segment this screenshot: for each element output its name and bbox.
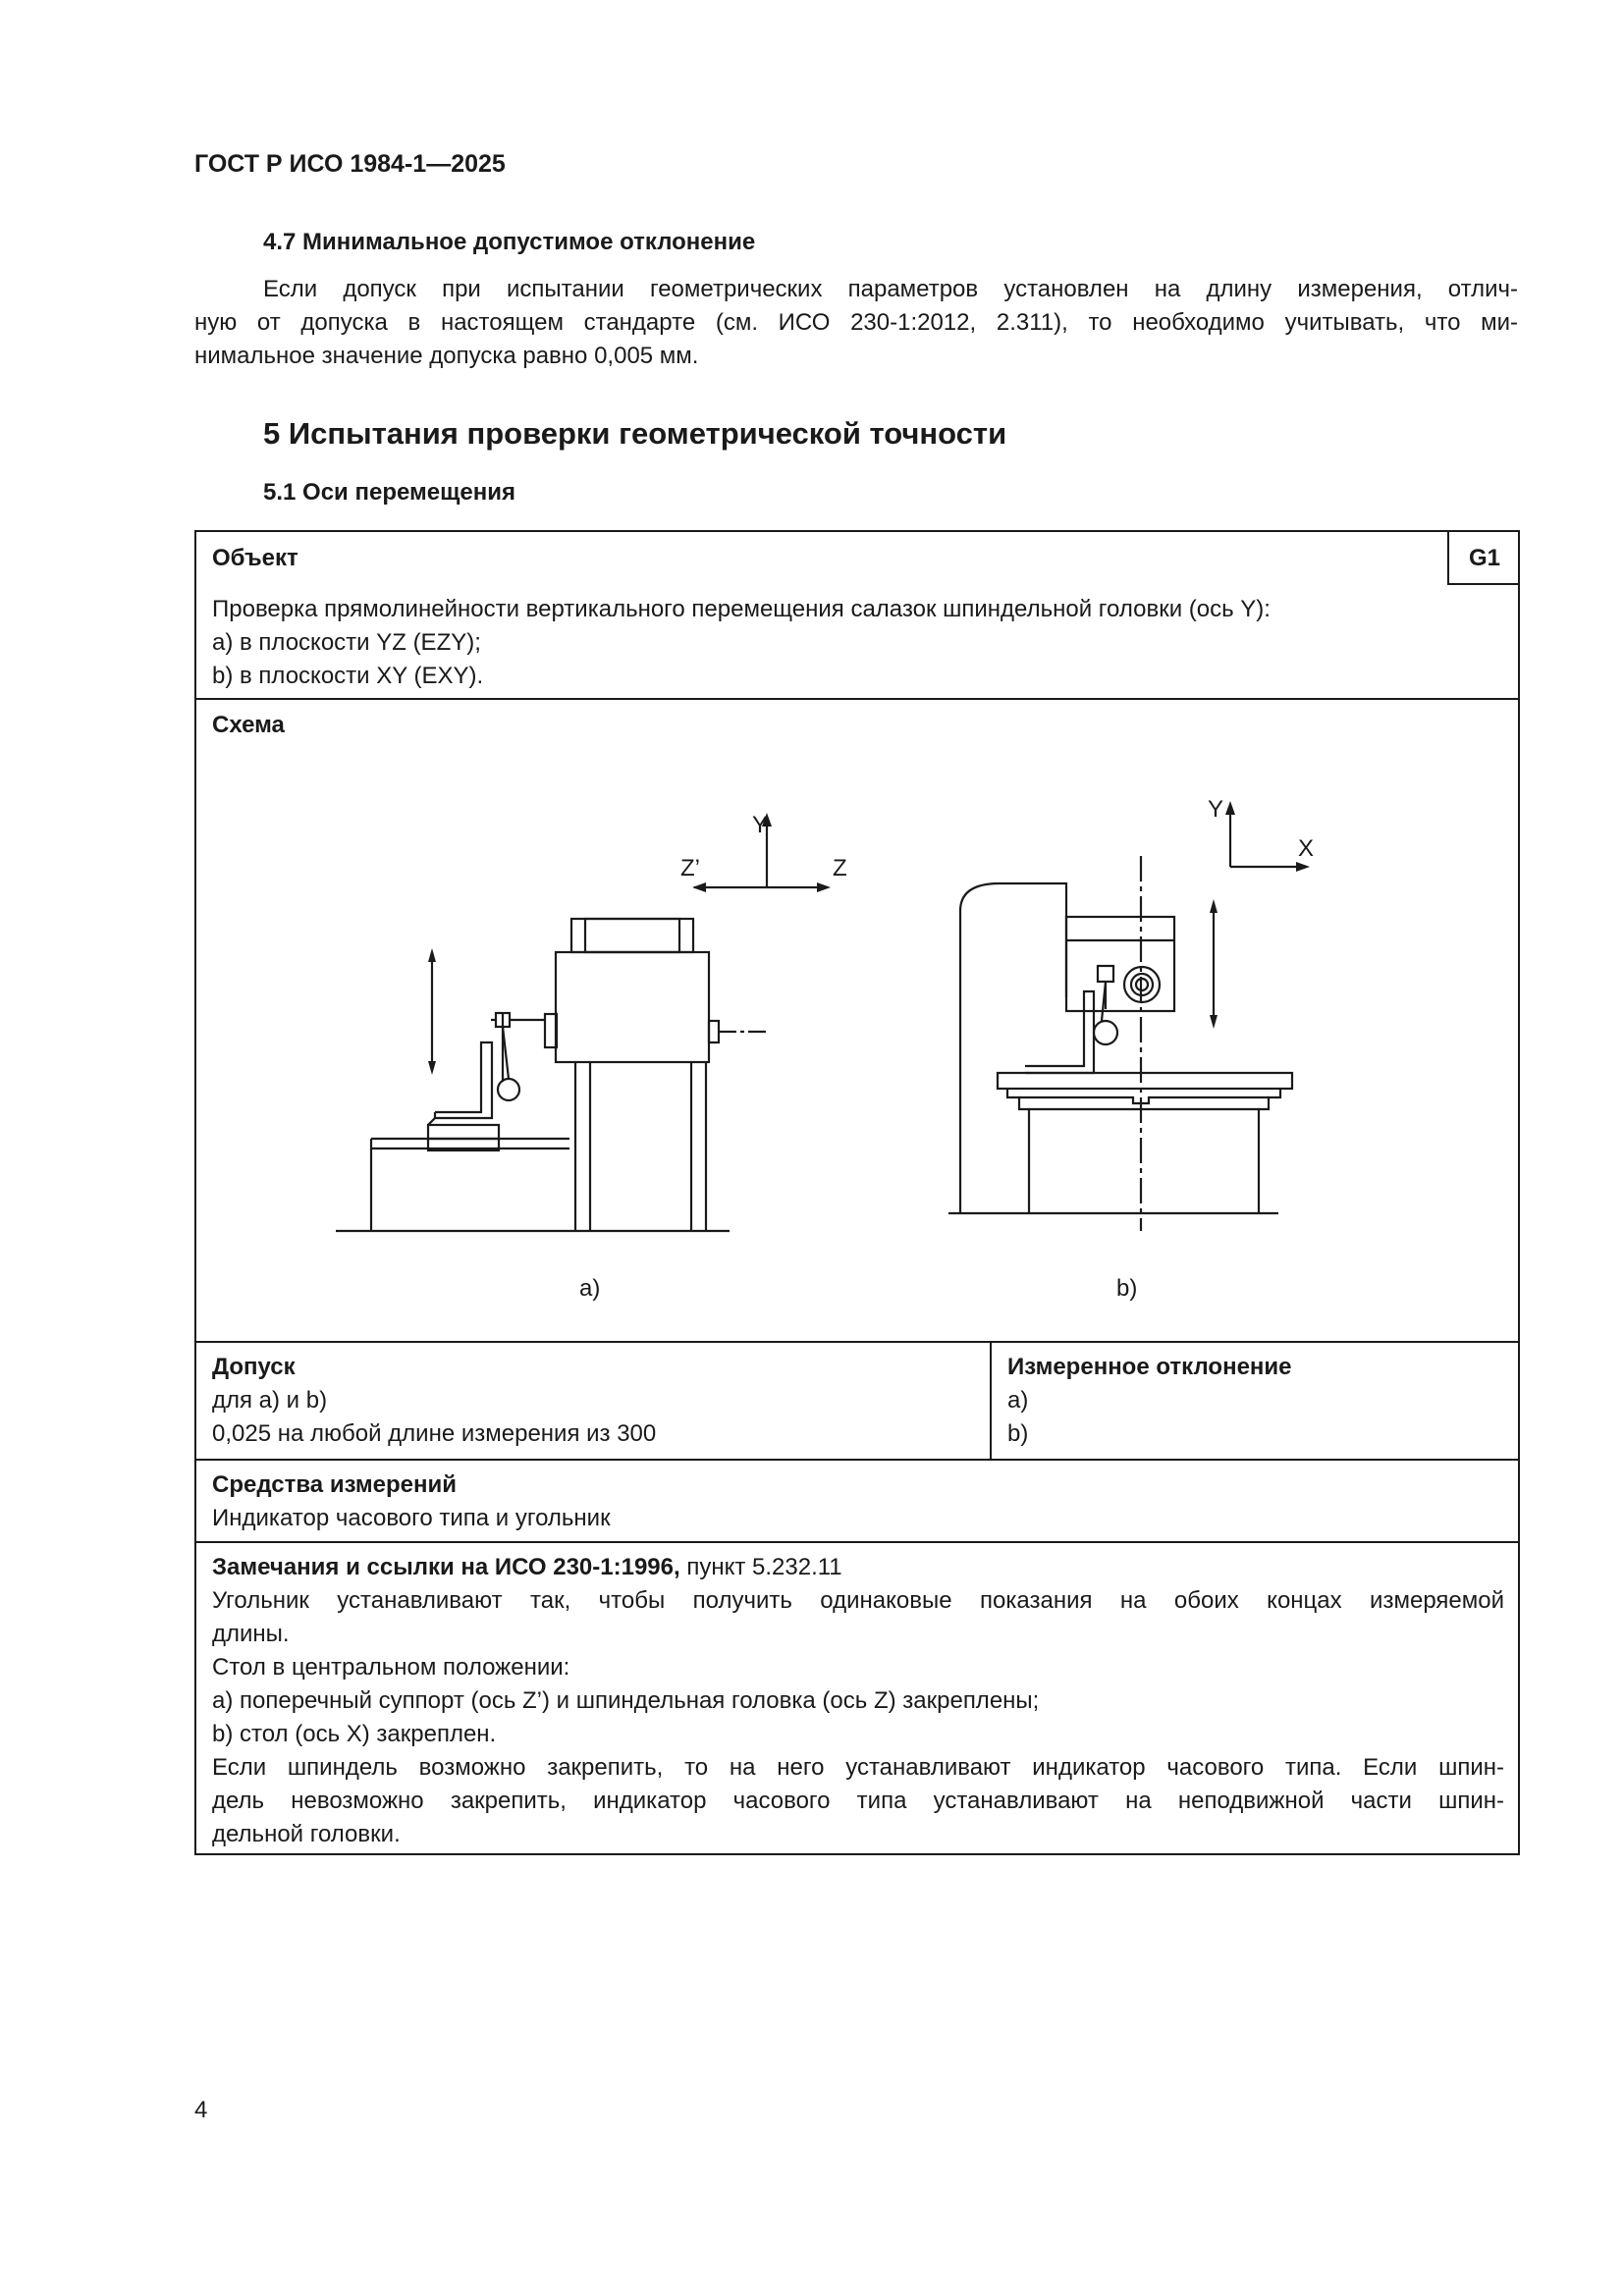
deviation-cell: [1007, 1351, 1292, 1451]
tolerance-line: для a) и b): [212, 1387, 328, 1414]
diagram-a: [336, 813, 831, 1231]
section-4-7-paragraph: [194, 273, 1518, 373]
paragraph-line: нимальное значение допуска равно 0,005 мм.: [194, 343, 699, 369]
axis-label-z: Z: [833, 855, 847, 881]
dial-indicator: [1094, 1021, 1117, 1044]
caption-b: b): [1116, 1275, 1138, 1302]
section-4-7-title: 4.7 Минимальное допустимое отклонение: [263, 229, 756, 255]
instruments-cell: [212, 1468, 611, 1535]
column: [960, 883, 1066, 1213]
remarks-line: дель невозможно закрепить, индикатор часового типа устанавливают на неподвижной части шпин-: [212, 1788, 1504, 1814]
remarks-line: Стол в центральном положении:: [212, 1654, 570, 1681]
spindle-head: [556, 952, 709, 1062]
tolerance-line: 0,025 на любой длине измерения из 300: [212, 1420, 657, 1447]
diagram-b: [948, 801, 1310, 1231]
object-line: b) в плоскости XY (EXY).: [212, 663, 484, 689]
z-prime-arrowhead: [692, 882, 706, 892]
spindle-head: [1066, 917, 1174, 1011]
table-divider: [990, 1341, 992, 1461]
square-tool: [1025, 991, 1094, 1073]
dial-indicator: [498, 1079, 519, 1100]
object-line: Проверка прямолинейности вертикального перемещения салазок шпиндельной головки (ось Y):: [212, 596, 1271, 622]
object-label: Объект: [212, 545, 298, 571]
axis-label-y-b: Y: [1208, 796, 1224, 823]
test-id: G1: [1469, 545, 1501, 571]
axis-label-z-prime: Z’: [680, 855, 700, 881]
instruments-label: Средства измерений: [212, 1471, 458, 1498]
table-divider: [196, 1459, 1518, 1461]
remarks-line: длины.: [212, 1621, 290, 1647]
test-table-g1: [194, 530, 1520, 1855]
table-divider: [196, 1341, 1518, 1343]
caption-a: a): [579, 1275, 601, 1302]
axis-label-y-a: Y: [752, 812, 769, 838]
deviation-label: Измеренное отклонение: [1007, 1354, 1292, 1380]
tolerance-cell: [212, 1351, 656, 1451]
section-5-1-title: 5.1 Оси перемещения: [263, 479, 515, 506]
instruments-text: Индикатор часового типа и угольник: [212, 1505, 611, 1531]
remarks-label: Замечания и ссылки на ИСО 230-1:1996,: [212, 1554, 680, 1580]
square-tool: [435, 1042, 492, 1118]
table-top: [998, 1073, 1292, 1089]
scheme-drawing: [196, 532, 1518, 1341]
remarks-line: дельной головки.: [212, 1821, 401, 1847]
paragraph-line: Если допуск при испытании геометрических параметров установлен на длину измерения, отлич-: [263, 276, 1518, 302]
deviation-line: b): [1007, 1420, 1029, 1447]
remarks-line: Угольник устанавливают так, чтобы получить одинаковые показания на обоих концах измеряемой: [212, 1587, 1504, 1614]
remarks-line: Если шпиндель возможно закрепить, то на него устанавливают индикатор часового типа. Если шпин-: [212, 1754, 1504, 1781]
scheme-label: Схема: [212, 712, 285, 738]
object-line: a) в плоскости YZ (EZY);: [212, 629, 481, 656]
section-5-title: 5 Испытания проверки геометрической точности: [263, 416, 1007, 451]
paragraph-line: ную от допуска в настоящем стандарте (см. ИСО 230-1:2012, 2.311), то необходимо учитывать, что ми-: [194, 309, 1518, 336]
remarks-line: b) стол (ось X) закреплен.: [212, 1721, 497, 1747]
page-number: 4: [194, 2097, 208, 2123]
remarks-line: a) поперечный суппорт (ось Z’) и шпиндельная головка (ось Z) закреплены;: [212, 1687, 1040, 1714]
z-arrowhead: [817, 882, 831, 892]
remarks-ref: пункт 5.232.11: [679, 1554, 842, 1580]
table-divider: [196, 1541, 1518, 1543]
axis-label-x: X: [1298, 835, 1315, 862]
document-header: ГОСТ Р ИСО 1984-1—2025: [194, 150, 506, 178]
deviation-line: a): [1007, 1387, 1029, 1414]
tolerance-label: Допуск: [212, 1354, 296, 1380]
remarks-cell: [212, 1551, 1504, 1851]
